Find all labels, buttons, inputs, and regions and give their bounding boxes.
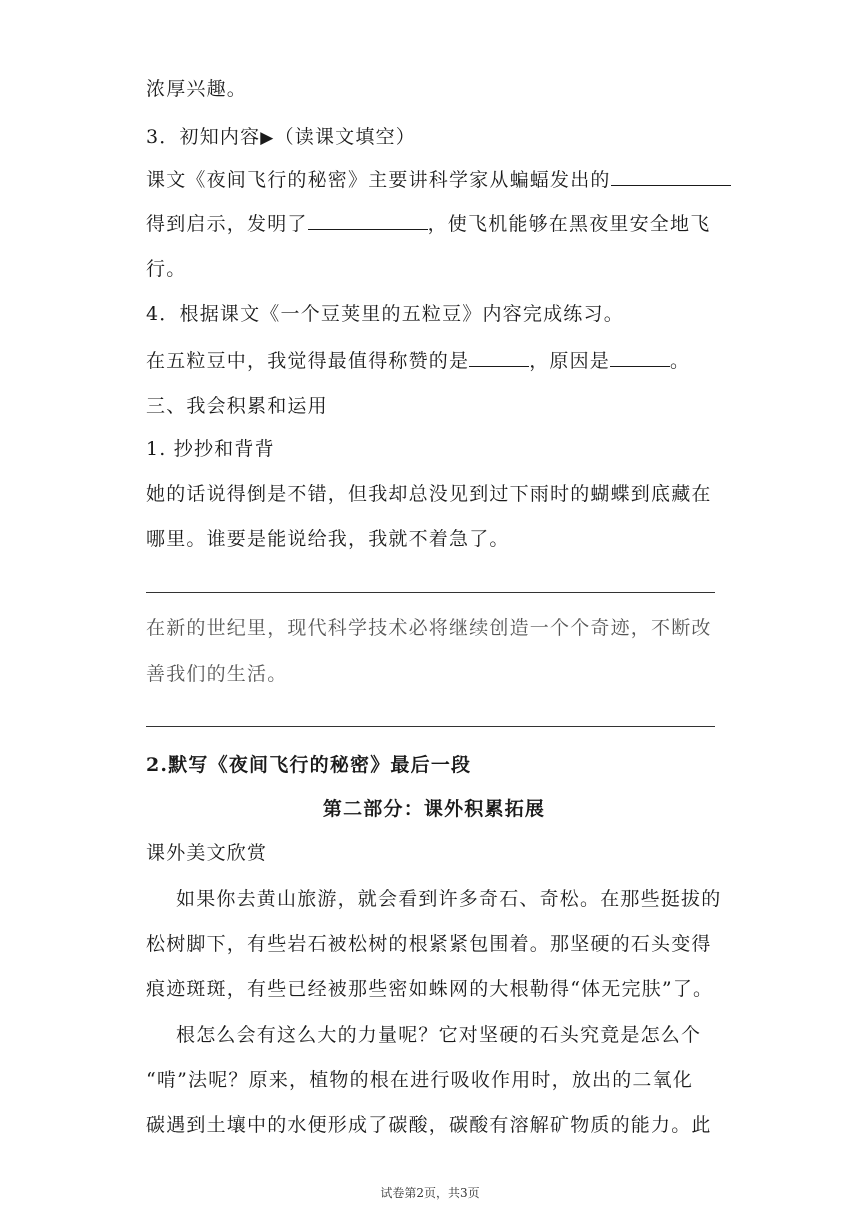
subsection-heading: 1. 抄抄和背背 — [146, 438, 275, 460]
text-segment: 。 — [670, 350, 691, 372]
question-number: 3．初知内容 — [146, 126, 261, 148]
subsection-heading: 2.默写《夜间飞行的秘密》最后一段 — [146, 754, 472, 776]
section-heading: 三、我会积累和运用 — [146, 395, 328, 417]
text-line: 哪里。谁要是能说给我，我就不着急了。 — [146, 528, 510, 550]
text-line: 行。 — [146, 258, 187, 280]
fill-blank-line — [146, 348, 690, 373]
triangle-right-icon: ▶ — [260, 128, 275, 148]
copy-model-text: 在新的世纪里，现代科学技术必将继续创造一个个奇迹，不断改 — [146, 617, 712, 639]
answer-blank[interactable] — [308, 211, 428, 230]
passage-paragraph-line: 碳遇到土壤中的水便形成了碳酸，碳酸有溶解矿物质的能力。此 — [146, 1114, 712, 1136]
text-segment: 在五粒豆中，我觉得最值得称赞的是 — [146, 350, 470, 372]
part-title: 第二部分：课外积累拓展 — [322, 798, 546, 820]
fill-blank-line — [146, 211, 710, 236]
text-segment: 课文《夜间飞行的秘密》主要讲科学家从蝙蝠发出的 — [146, 169, 611, 191]
passage-paragraph-line: “啃”法呢？原来，植物的根在进行吸收作用时，放出的二氧化 — [146, 1069, 694, 1091]
text-segment: ，使飞机能够在黑夜里安全地飞 — [427, 213, 711, 235]
text-segment: ，原因是 — [529, 350, 611, 372]
question-4-heading: 4．根据课文《一个豆荚里的五粒豆》内容完成练习。 — [146, 303, 624, 325]
text-line: 浓厚兴趣。 — [146, 78, 248, 100]
answer-rule[interactable] — [146, 726, 715, 727]
page-footer: 试卷第2页，共3页 — [380, 1186, 480, 1200]
question-instruction: （读课文填空） — [274, 126, 416, 148]
answer-rule[interactable] — [146, 592, 715, 593]
fill-blank-line — [146, 167, 731, 192]
passage-title: 课外美文欣赏 — [146, 842, 268, 864]
passage-paragraph-line: 松树脚下，有些岩石被松树的根紧紧包围着。那坚硬的石头变得 — [146, 933, 712, 955]
passage-paragraph-line: 根怎么会有这么大的力量呢？它对坚硬的石头究竟是怎么个 — [176, 1024, 702, 1046]
question-3-heading — [146, 125, 416, 150]
text-line: 她的话说得倒是不错，但我却总没见到过下雨时的蝴蝶到底藏在 — [146, 483, 712, 505]
answer-blank[interactable] — [610, 348, 670, 367]
copy-model-text: 善我们的生活。 — [146, 663, 288, 685]
text-segment: 得到启示，发明了 — [146, 213, 308, 235]
passage-paragraph-line: 痕迹斑斑，有些已经被那些密如蛛网的大根勒得“体无完肤”了。 — [146, 978, 714, 1000]
passage-paragraph-line: 如果你去黄山旅游，就会看到许多奇石、奇松。在那些挺拔的 — [176, 888, 722, 910]
answer-blank[interactable] — [611, 167, 731, 186]
answer-blank[interactable] — [469, 348, 529, 367]
